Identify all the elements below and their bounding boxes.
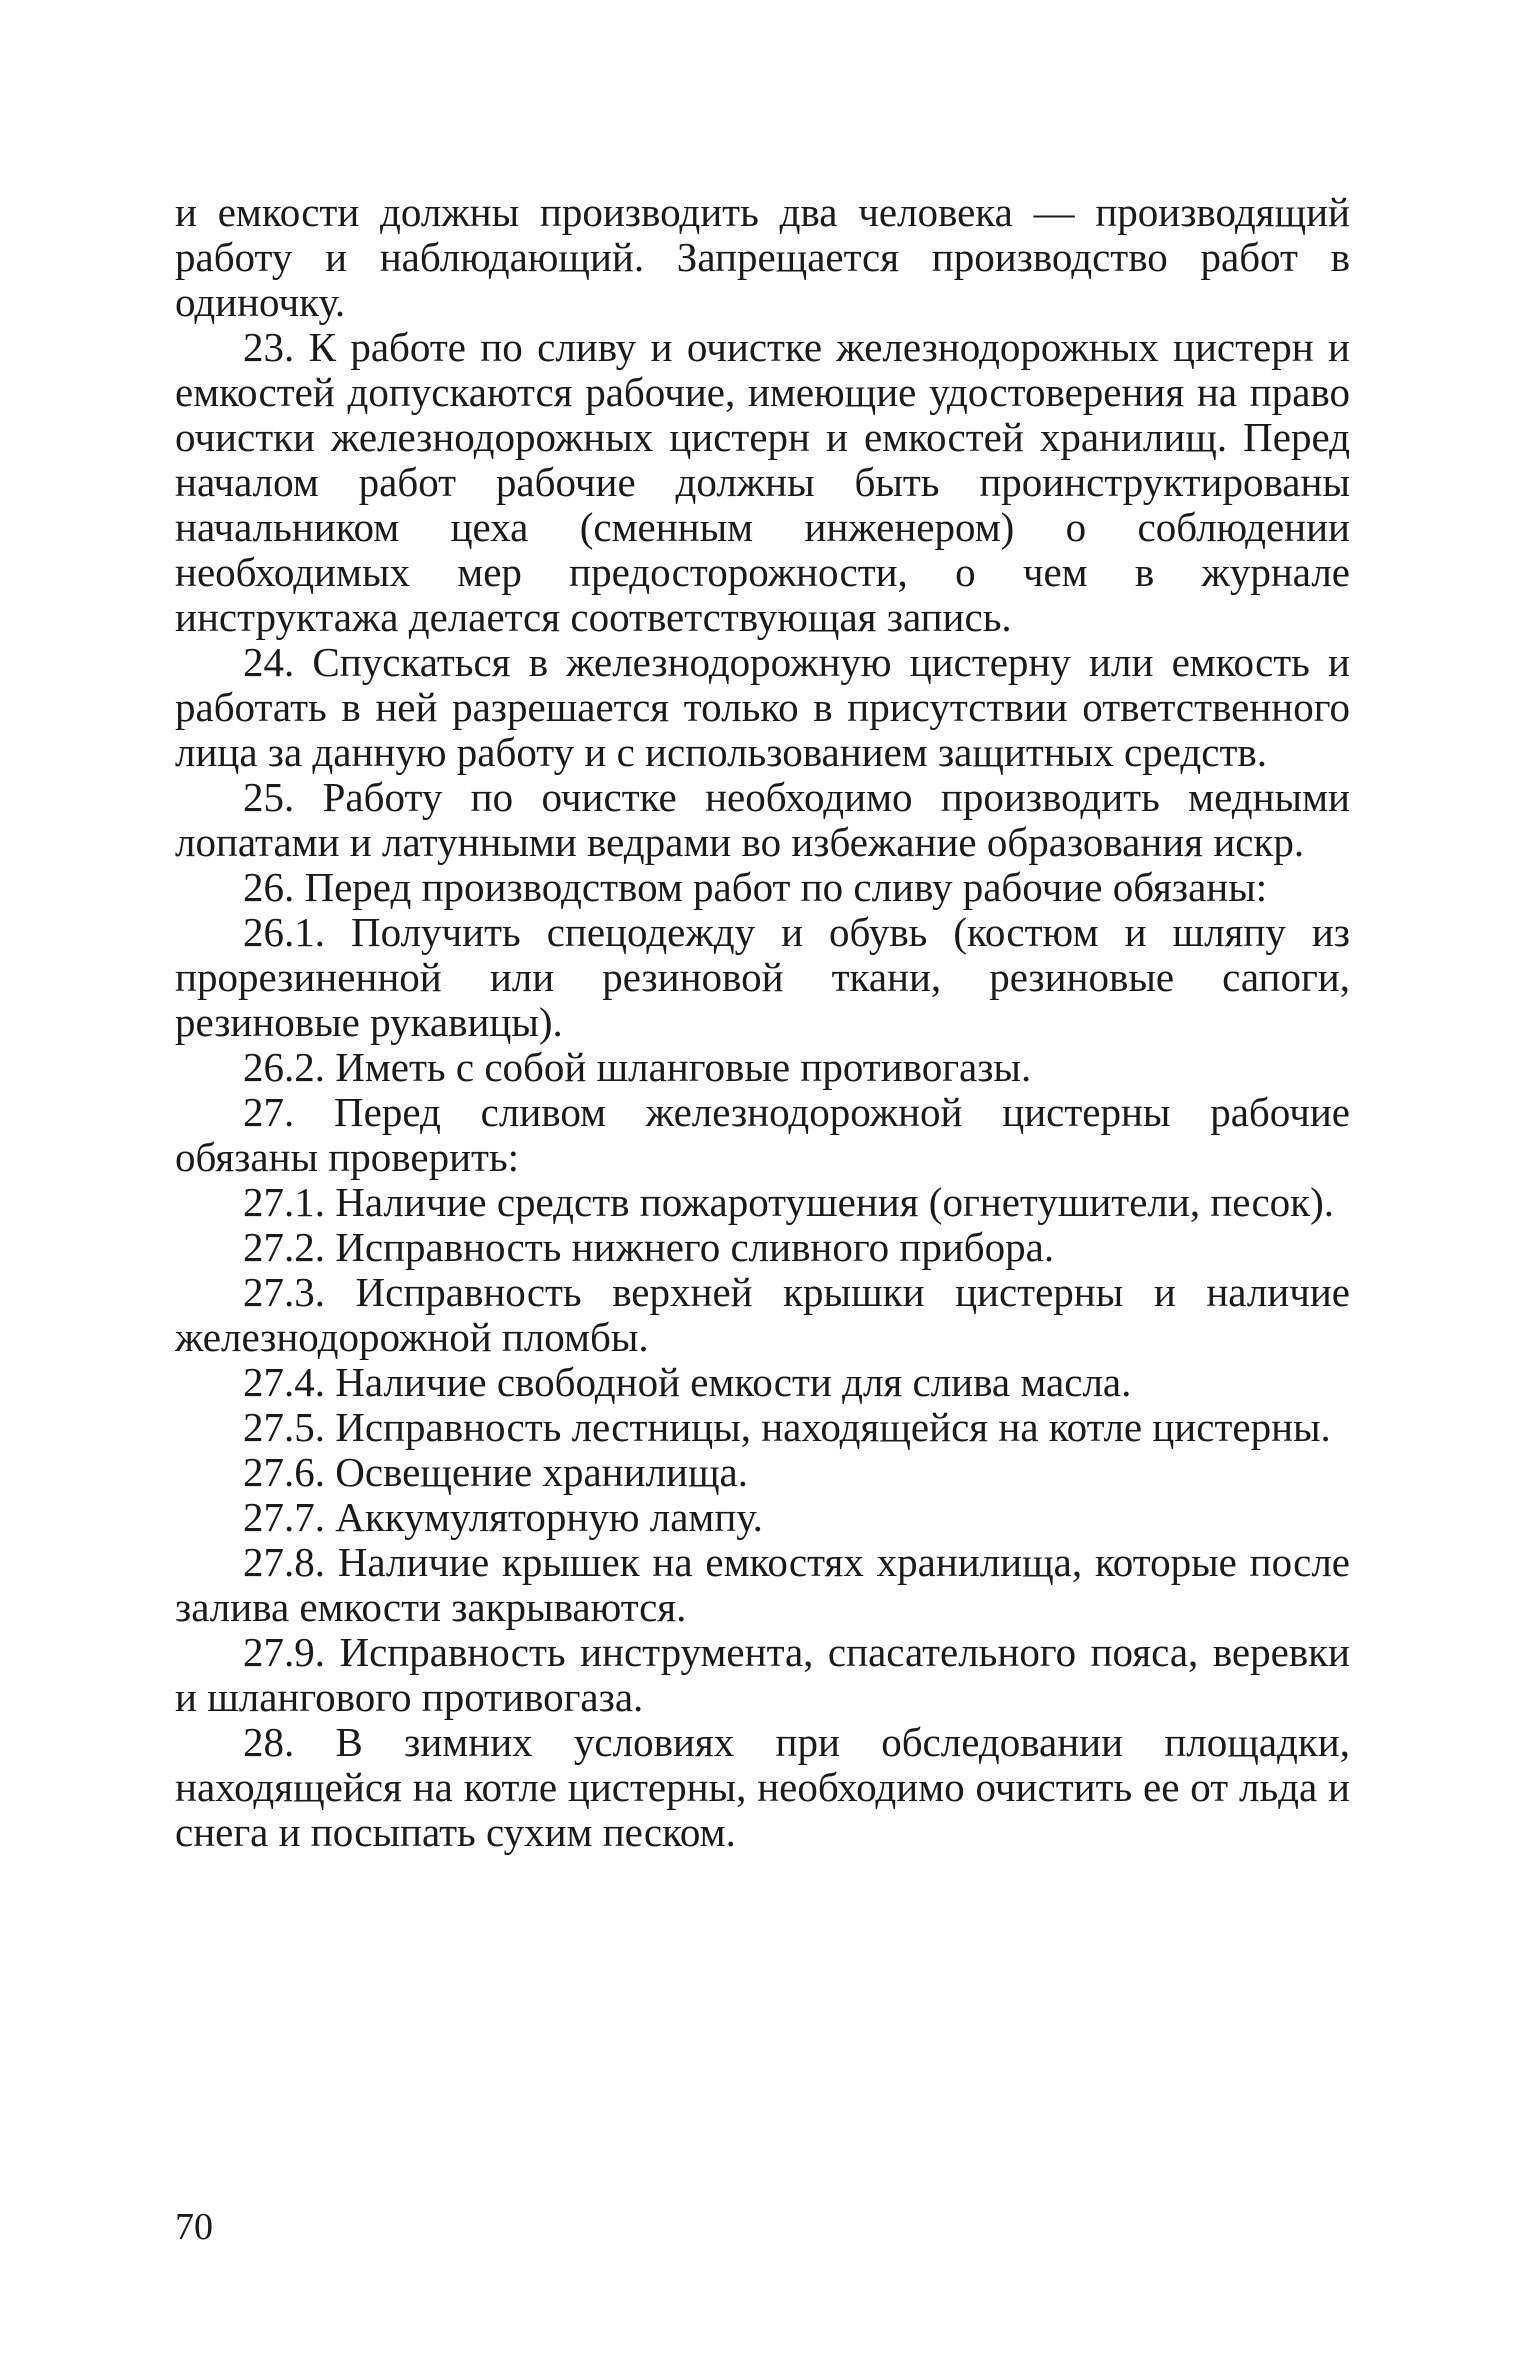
paragraph-28: 28. В зимних условиях при обследовании площадки, находящейся на котле цистерны, необходимо очистить ее от льда и снега и посыпать сухим песком. [175,1719,1350,1855]
paragraph-24: 24. Спускаться в железнодорожную цистерну или емкость и работать в ней разрешается только в присутствии ответственного лица за данную работу и с использованием защитных средств. [175,639,1350,775]
paragraph-27-8: 27.8. Наличие крышек на емкостях хранилища, которые после залива емкости закрываются. [175,1539,1350,1630]
paragraph-25: 25. Работу по очистке необходимо производить медными лопатами и латунными ведрами во избежание образования искр. [175,774,1350,865]
paragraph-27-2: 27.2. Исправность нижнего сливного прибора. [243,1224,1055,1270]
paragraph-27-5: 27.5. Исправность лестницы, находящейся на котле цистерны. [243,1404,1331,1450]
paragraph-27-1: 27.1. Наличие средств пожаротушения (огнетушители, песок). [243,1179,1335,1225]
paragraph-26-2: 26.2. Иметь с собой шланговые противогазы. [243,1044,1032,1090]
paragraph-27-4: 27.4. Наличие свободной емкости для слива масла. [243,1359,1132,1405]
paragraph-27: 27. Перед сливом железнодорожной цистерны рабочие обязаны проверить: [175,1089,1350,1180]
paragraph-23: 23. К работе по сливу и очистке железнодорожных цистерн и емкостей допускаются рабочие, имеющие удостоверения на право очистки железнодорожных цистерн и емкостей хранилищ. Перед началом работ рабочие должны быть проинструктированы начальником цеха (сменным инженером) о соблюдении необходимых мер предосторожности, о чем в журнале инструктажа делается соответствующая запись. [175,324,1350,640]
paragraph-27-6: 27.6. Освещение хранилища. [243,1449,748,1495]
paragraph-26-1: 26.1. Получить спецодежду и обувь (костюм и шляпу из прорезиненной или резиновой ткани, резиновые сапоги, резиновые рукавицы). [175,909,1350,1045]
paragraph-27-7: 27.7. Аккумуляторную лампу. [243,1494,763,1540]
page-number: 70 [175,2206,213,2248]
page-body [175,190,1350,1855]
paragraph-27-3: 27.3. Исправность верхней крышки цистерны и наличие железнодорожной пломбы. [175,1269,1350,1360]
paragraph-26: 26. Перед производством работ по сливу рабочие обязаны: [243,864,1268,910]
paragraph-27-9: 27.9. Исправность инструмента, спасательного пояса, веревки и шлангового противогаза. [175,1629,1350,1720]
paragraph-continuation: и емкости должны производить два человека — производящий работу и наблюдающий. Запрещается производство работ в одиночку. [175,189,1350,325]
